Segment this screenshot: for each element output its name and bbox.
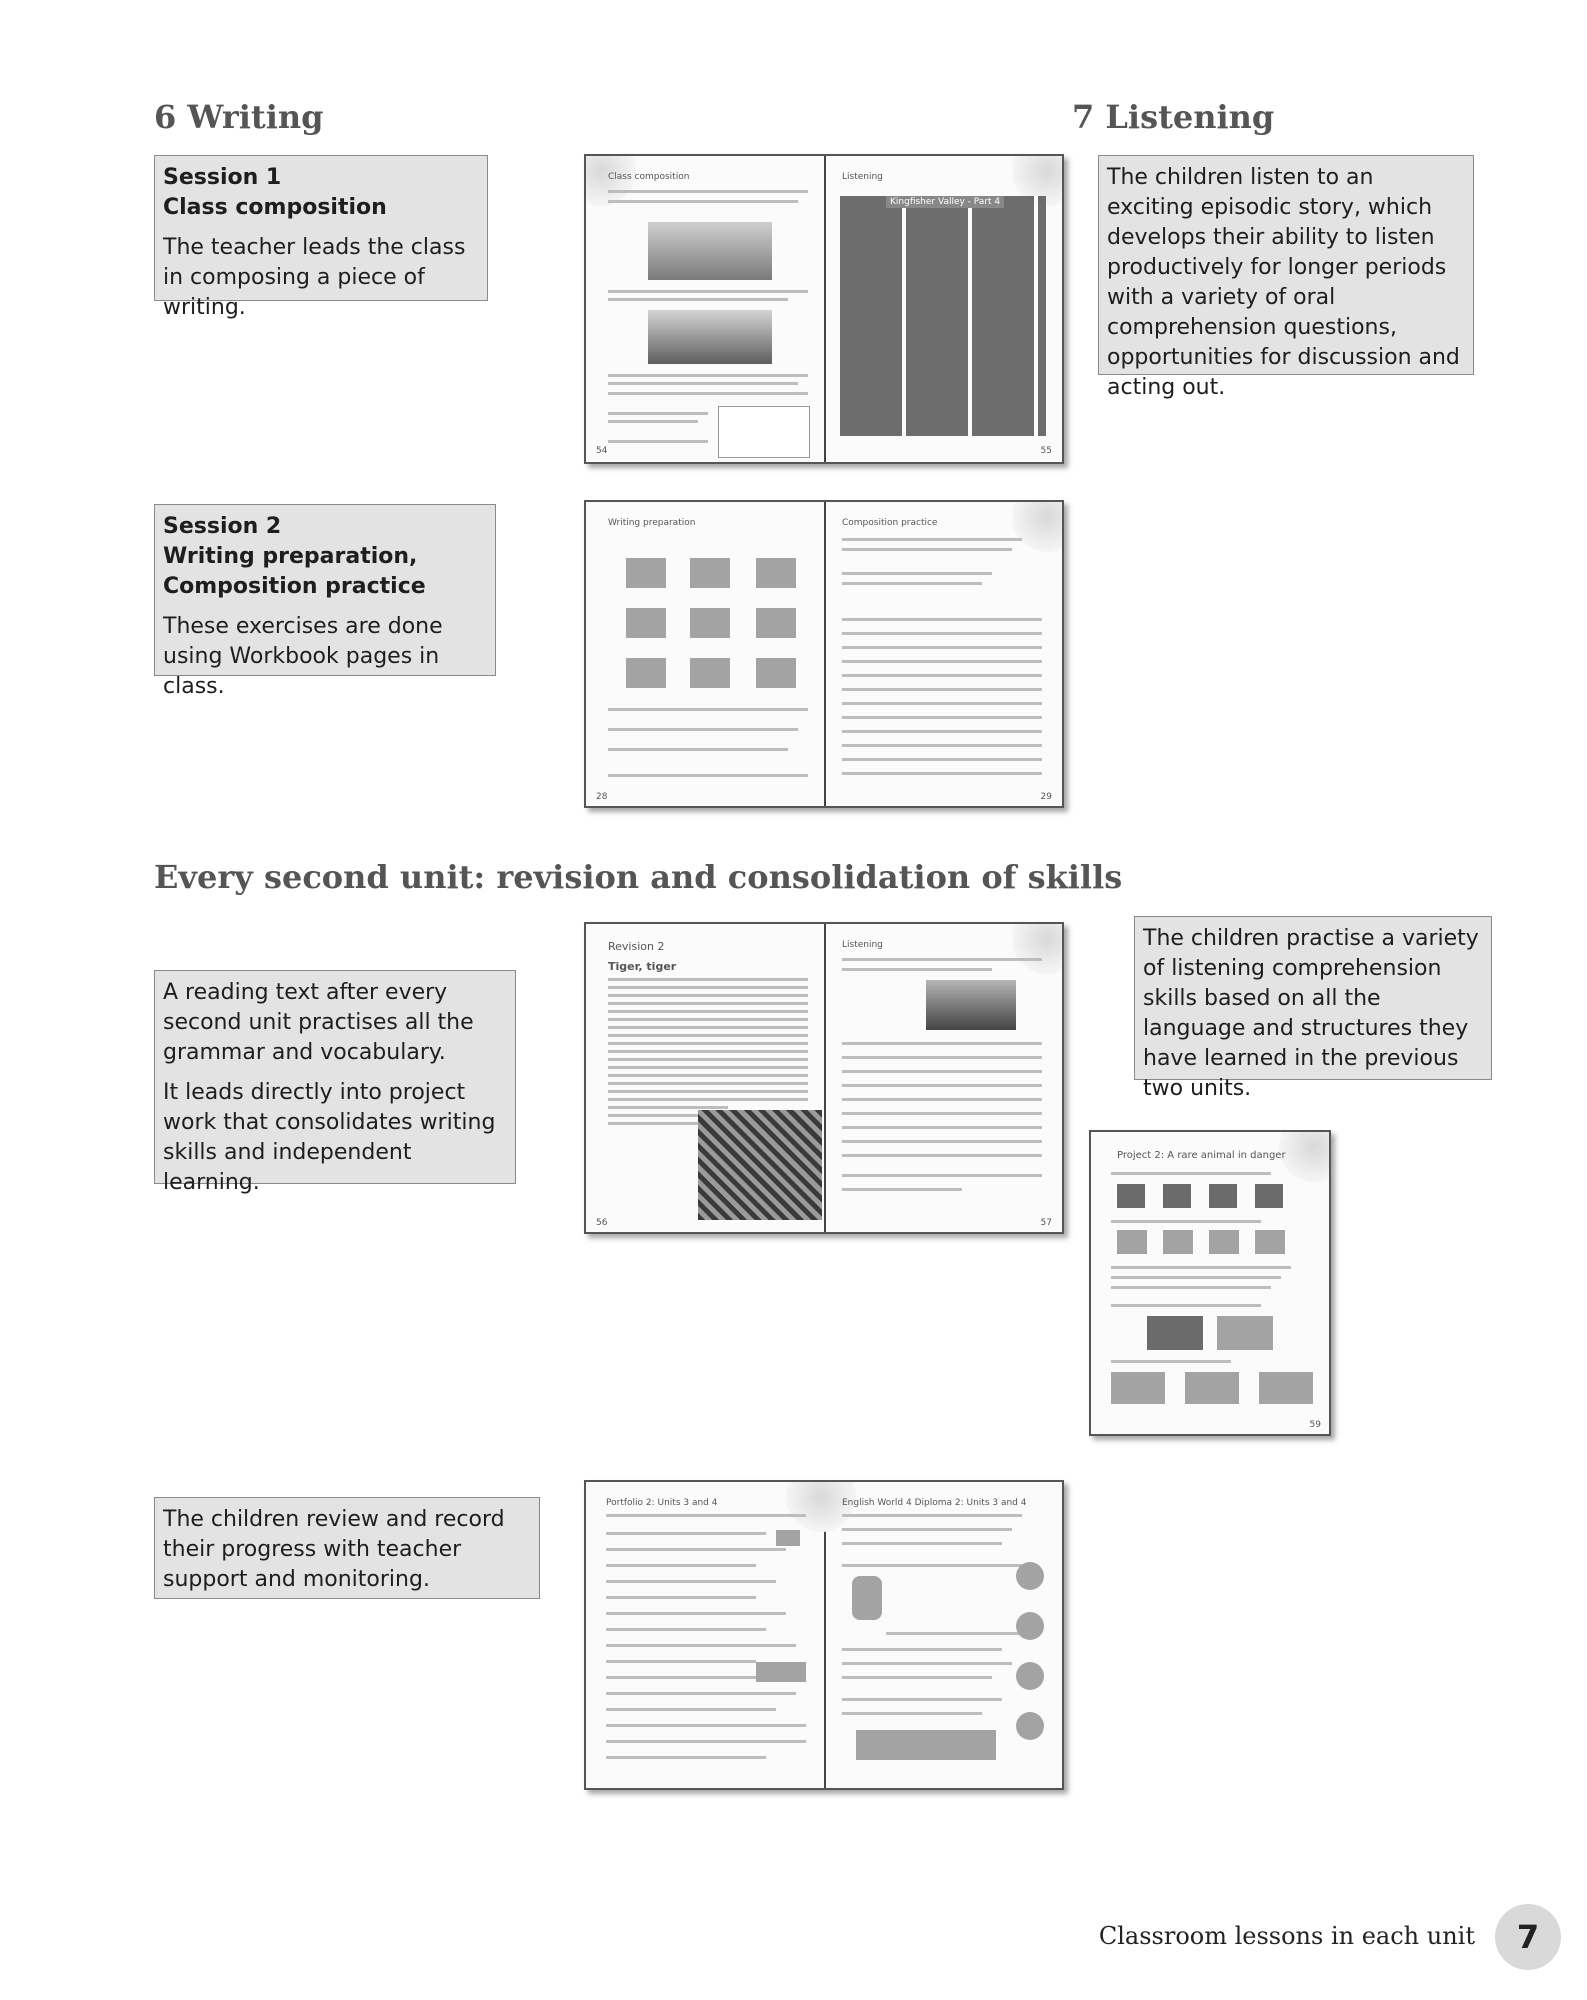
session2-box bbox=[154, 504, 496, 699]
project-page bbox=[1089, 1130, 1331, 1436]
session2-subtitle-2: Composition practice bbox=[163, 574, 426, 599]
pelicans-photo bbox=[648, 222, 772, 280]
spread-writing-listening bbox=[584, 154, 1064, 464]
reading-box bbox=[154, 970, 516, 1195]
reading-text-2: It leads directly into project work that consolidates writing skills and independent learning. bbox=[163, 1080, 496, 1195]
spread2-left-title: Writing preparation bbox=[608, 518, 696, 528]
listening-text: The children listen to an exciting episodic story, which develops their ability to listen productively for longer periods with a variety of oral comprehension questions, opportunities for discussion and acting out. bbox=[1107, 165, 1460, 400]
footer-text: Classroom lessons in each unit bbox=[1098, 1922, 1475, 1950]
spread3-page-right: 57 bbox=[1040, 1218, 1052, 1228]
session1-subtitle: Class composition bbox=[163, 195, 387, 220]
spread3-page-left: 56 bbox=[596, 1218, 608, 1228]
page-number: 7 bbox=[1495, 1904, 1561, 1970]
session2-title: Session 2 bbox=[163, 514, 282, 539]
comic-banner: Kingfisher Valley - Part 4 bbox=[886, 196, 1004, 208]
spread1-left-title: Class composition bbox=[608, 172, 690, 182]
heading-writing: 6 Writing bbox=[154, 98, 324, 136]
session1-text: The teacher leads the class in composing a piece of writing. bbox=[163, 235, 466, 320]
spread-portfolio bbox=[584, 1480, 1064, 1790]
spread2-right-title: Composition practice bbox=[842, 518, 938, 528]
spread3-left-title: Revision 2 bbox=[608, 940, 665, 953]
listening-box bbox=[1098, 155, 1474, 400]
heading-listening: 7 Listening bbox=[1072, 98, 1275, 136]
session1-box bbox=[154, 155, 488, 320]
spread2-page-right: 29 bbox=[1040, 792, 1052, 802]
spread1-page-left: 54 bbox=[596, 446, 608, 456]
session1-title: Session 1 bbox=[163, 165, 282, 190]
heading-revision: Every second unit: revision and consolidation of skills bbox=[154, 858, 1123, 896]
spread1-right-title: Listening bbox=[842, 172, 883, 182]
spread1-page-right: 55 bbox=[1040, 446, 1052, 456]
spread3-story-title: Tiger, tiger bbox=[608, 960, 677, 973]
spread5-right-title: English World 4 Diploma 2: Units 3 and 4 bbox=[842, 1498, 1027, 1508]
tiger-illustration bbox=[698, 1110, 822, 1220]
leopard-photo bbox=[926, 980, 1016, 1030]
listening-skills-box bbox=[1134, 916, 1492, 1101]
review-text: The children review and record their progress with teacher support and monitoring. bbox=[163, 1507, 505, 1592]
session2-subtitle-1: Writing preparation, bbox=[163, 544, 418, 569]
spread-revision bbox=[584, 922, 1064, 1234]
spread3-right-title: Listening bbox=[842, 940, 883, 950]
listening-skills-text: The children practise a variety of listening comprehension skills based on all the language and structures they have learned in the previous two units. bbox=[1143, 926, 1479, 1101]
spread-writing-preparation bbox=[584, 500, 1064, 808]
session2-text: These exercises are done using Workbook pages in class. bbox=[163, 614, 443, 699]
spread2-page-left: 28 bbox=[596, 792, 608, 802]
comic-strip bbox=[840, 196, 1046, 436]
review-box bbox=[154, 1497, 540, 1599]
spread5-left-title: Portfolio 2: Units 3 and 4 bbox=[606, 1498, 718, 1508]
reading-text-1: A reading text after every second unit practises all the grammar and vocabulary. bbox=[163, 980, 474, 1065]
project-title: Project 2: A rare animal in danger bbox=[1117, 1150, 1286, 1161]
project-page-number: 59 bbox=[1309, 1420, 1321, 1430]
boat-photo bbox=[648, 310, 772, 364]
